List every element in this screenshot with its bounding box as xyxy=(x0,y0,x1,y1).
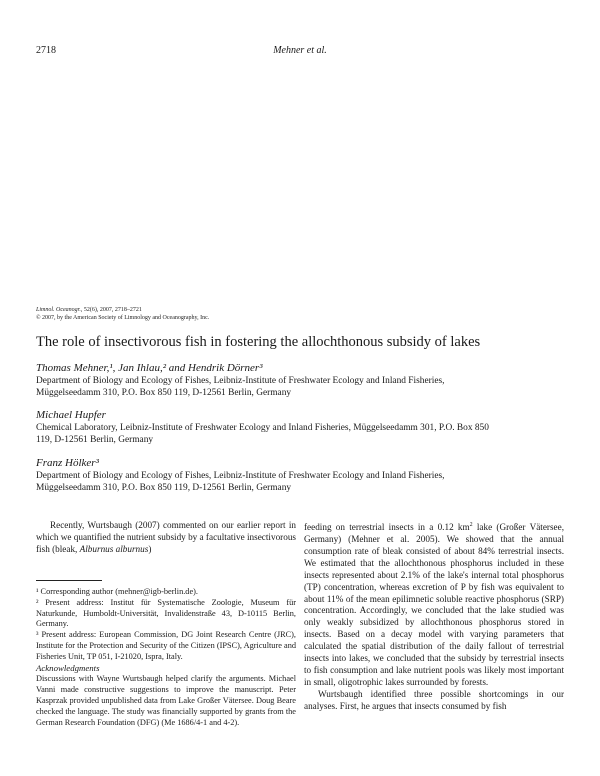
footnote-rule xyxy=(36,580,102,581)
page-number: 2718 xyxy=(36,45,56,56)
footnote: ¹ Corresponding author (mehner@igb-berlin.de). xyxy=(36,587,198,596)
copyright-line: © 2007, by the American Society of Limnology and Oceanography, Inc. xyxy=(36,315,210,321)
running-head: Mehner et al. xyxy=(273,45,327,56)
author-names: Thomas Mehner,¹, Jan Ihlau,² and Hendrik Dörner³ xyxy=(36,362,263,374)
author-names: Michael Hupfer xyxy=(36,409,106,421)
author-names: Franz Hölker³ xyxy=(36,457,99,469)
author-block-2 xyxy=(36,408,566,446)
acknowledgments-text: Discussions with Wayne Wurtsbaugh helped clarify the arguments. Michael Vanni made constructive suggestions to improve the manuscript. Peter Kasprzak provided unpublished data from Lake Großer Vätersee. Doug Beare checked the language. The study was financially supported by grants from the German Research Foundation (DFG) (Me 1686/4-1 and 4-2). xyxy=(36,674,296,727)
footnote: ³ Present address: European Commission, DG Joint Research Centre (JRC), Institute for the Protection and Security of the Citizen (IPSC), Agriculture and Fisheries Unit, TP 051, I-21020, Ispra, Italy. xyxy=(36,630,296,661)
body-paragraph: feeding on terrestrial insects in a 0.12 $km^2$ lake (Großer Vätersee, Germany) (Mehner et al. 2005). We showed that the annual consumption rate of bleak consisted of about 84% terrestrial insects. We estimated that the allochthonous phosphorus included in these insects represented about 2.1% of the lake's internal total phosphorus (TP) concentration, whereas excretion of P by fish was equivalent to about 11% of the mean epilimnetic soluble reactive phosphorus (SRP) concentration. Accordingly, we concluded that the lake studied was only weakly subsidized by allochthonous phosphorus stored in insects. Based on a decay model with varying parameters that calculated the spatial distribution of the daily fallout of terrestrial insects into lakes, we concluded that the subsidy by terrestrial insects to fish consumption and lake nutrient pools was likely most important in small, oligotrophic lakes surrounded by forests. xyxy=(304,522,564,687)
right-column xyxy=(304,520,564,713)
affiliation-line: Müggelseedamm 310, P.O. Box 850 119, D-12561 Berlin, Germany xyxy=(36,483,292,494)
intro-paragraph: Recently, Wurtsbaugh (2007) commented on our earlier report in which we quantified the nutrient subsidy by a facultative insectivorous fish (bleak, Alburnus alburnus) xyxy=(36,520,296,554)
citation-line xyxy=(36,306,209,314)
journal-citation xyxy=(36,306,209,322)
acknowledgments-heading: Acknowledgments xyxy=(36,662,100,673)
journal-details: , 52(6), 2007, 2718–2721 xyxy=(80,307,142,313)
superscript: 2 xyxy=(469,522,473,528)
affiliation-line: Department of Biology and Ecology of Fishes, Leibniz-Institute of Freshwater Ecology and Inland Fisheries, xyxy=(36,376,445,386)
footnote: ² Present address: Institut für Systematische Zoologie, Museum für Naturkunde, Humboldt-Universität, Invalidenstraße 43, D-10115 Berlin, Germany. xyxy=(36,597,296,629)
affiliation-line: Department of Biology and Ecology of Fishes, Leibniz-Institute of Freshwater Ecology and Inland Fisheries, xyxy=(36,471,445,481)
affiliation-line: 119, D-12561 Berlin, Germany xyxy=(36,435,154,446)
species-name: Alburnus alburnus xyxy=(79,543,149,554)
author-block-1 xyxy=(36,361,566,399)
article-title: The role of insectivorous fish in fostering the allochthonous subsidy of lakes xyxy=(36,334,481,350)
journal-name: Limnol. Oceanogr. xyxy=(36,307,81,313)
footnotes xyxy=(36,587,296,728)
author-block-3 xyxy=(36,456,566,494)
body-paragraph: Wurtsbaugh identified three possible shortcomings in our analyses. First, he argues that insects consumed by fish xyxy=(304,688,564,711)
affiliation-line: Chemical Laboratory, Leibniz-Institute of Freshwater Ecology and Inland Fisheries, Müggelseedamm 301, P.O. Box 850 xyxy=(36,423,489,433)
affiliation-line: Müggelseedamm 310, P.O. Box 850 119, D-12561 Berlin, Germany xyxy=(36,388,292,399)
left-column xyxy=(36,520,296,556)
